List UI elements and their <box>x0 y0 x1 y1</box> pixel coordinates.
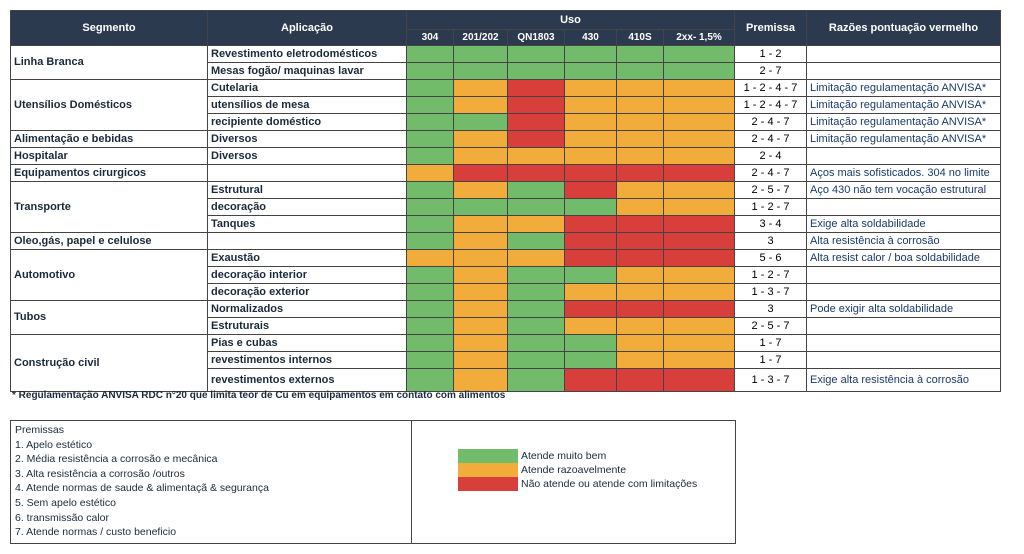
rating-cell <box>617 182 664 199</box>
rating-cell <box>664 233 735 250</box>
rating-cell <box>565 369 617 392</box>
legend-label-red: Não atende ou atende com limitações <box>521 478 698 490</box>
rating-cell <box>454 250 508 267</box>
rating-cell <box>565 284 617 301</box>
rating-cell <box>664 335 735 352</box>
premissa-cell: 2 - 4 - 7 <box>735 131 807 148</box>
razao-cell: Limitação regulamentação ANVISA* <box>807 97 1001 114</box>
table-row <box>11 301 1001 318</box>
rating-cell <box>454 114 508 131</box>
rating-cell <box>407 182 454 199</box>
rating-cell <box>407 165 454 182</box>
razao-cell: Aço 430 não tem vocação estrutural <box>807 182 1001 199</box>
header-grade-430: 430 <box>565 30 617 46</box>
application-cell: recipiente doméstico <box>208 114 407 131</box>
footnote: * Regulamentação ANVISA RDC n°20 que limita teor de Cu em equipamentos em contato com alimentos <box>12 390 506 401</box>
application-cell: Estruturais <box>208 318 407 335</box>
premissa-cell: 2 - 4 - 7 <box>735 165 807 182</box>
table-body <box>11 46 1001 392</box>
rating-cell <box>565 165 617 182</box>
razao-cell <box>807 63 1001 80</box>
rating-cell <box>508 148 565 165</box>
premissa-cell: 5 - 6 <box>735 250 807 267</box>
rating-cell <box>508 97 565 114</box>
premissa-item: 1. Apelo estético <box>15 438 93 451</box>
premissa-cell: 1 - 2 - 4 - 7 <box>735 97 807 114</box>
rating-cell <box>664 301 735 318</box>
rating-cell <box>454 335 508 352</box>
razao-cell: Limitação regulamentação ANVISA* <box>807 114 1001 131</box>
rating-cell <box>664 148 735 165</box>
premissa-cell: 3 <box>735 233 807 250</box>
rating-cell <box>407 267 454 284</box>
razao-cell: Limitação regulamentação ANVISA* <box>807 131 1001 148</box>
rating-cell <box>565 250 617 267</box>
rating-cell <box>407 284 454 301</box>
rating-cell <box>617 46 664 63</box>
premissa-item: 3. Alta resistência a corrosão /outros <box>15 467 185 480</box>
rating-cell <box>617 63 664 80</box>
rating-cell <box>565 46 617 63</box>
rating-cell <box>664 250 735 267</box>
rating-cell <box>454 267 508 284</box>
rating-cell <box>508 199 565 216</box>
rating-cell <box>508 165 565 182</box>
rating-cell <box>454 352 508 369</box>
table-row <box>11 182 1001 199</box>
segment-cell: Linha Branca <box>11 46 208 80</box>
premissas-title: Premissas <box>15 424 65 436</box>
rating-cell <box>454 216 508 233</box>
legend-panel <box>10 420 736 544</box>
rating-cell <box>664 216 735 233</box>
rating-cell <box>617 165 664 182</box>
premissa-cell: 1 - 7 <box>735 335 807 352</box>
rating-cell <box>454 199 508 216</box>
header-grade-2xx: 2xx- 1,5% <box>664 30 735 46</box>
rating-cell <box>407 216 454 233</box>
rating-cell <box>508 114 565 131</box>
rating-cell <box>565 182 617 199</box>
razao-cell <box>807 352 1001 369</box>
application-cell: Pias e cubas <box>208 335 407 352</box>
segment-cell: Transporte <box>11 182 208 233</box>
rating-cell <box>508 63 565 80</box>
rating-cell <box>617 318 664 335</box>
application-cell: utensílios de mesa <box>208 97 407 114</box>
premissa-cell: 2 - 5 - 7 <box>735 318 807 335</box>
table-row <box>11 131 1001 148</box>
rating-cell <box>407 148 454 165</box>
rating-cell <box>664 182 735 199</box>
rating-cell <box>664 284 735 301</box>
segment-cell: Equipamentos cirurgicos <box>11 165 208 182</box>
header-segmento: Segmento <box>11 11 208 46</box>
rating-cell <box>617 284 664 301</box>
premissa-cell: 3 <box>735 301 807 318</box>
rating-cell <box>454 233 508 250</box>
razao-cell <box>807 318 1001 335</box>
rating-cell <box>508 335 565 352</box>
rating-cell <box>565 352 617 369</box>
rating-cell <box>565 80 617 97</box>
application-cell: revestimentos externos <box>208 369 407 392</box>
premissa-item: 2. Média resistência a corrosão e mecânica <box>15 453 218 466</box>
segment-cell: Utensílios Domésticos <box>11 80 208 131</box>
rating-cell <box>454 148 508 165</box>
rating-cell <box>454 80 508 97</box>
premissa-item: 6. transmissão calor <box>15 511 109 524</box>
razao-cell: Exige alta soldabilidade <box>807 216 1001 233</box>
rating-cell <box>454 284 508 301</box>
razao-cell <box>807 46 1001 63</box>
rating-cell <box>508 301 565 318</box>
rating-cell <box>565 131 617 148</box>
rating-cell <box>565 318 617 335</box>
rating-cell <box>565 63 617 80</box>
razao-cell <box>807 335 1001 352</box>
rating-cell <box>617 335 664 352</box>
header-grade-qn1803: QN1803 <box>508 30 565 46</box>
rating-cell <box>617 114 664 131</box>
rating-cell <box>407 114 454 131</box>
premissa-cell: 3 - 4 <box>735 216 807 233</box>
rating-cell <box>617 148 664 165</box>
razao-cell <box>807 284 1001 301</box>
stainless-usage-table <box>10 10 1001 392</box>
rating-cell <box>565 216 617 233</box>
rating-cell <box>664 199 735 216</box>
application-cell: Diversos <box>208 148 407 165</box>
premissa-cell: 1 - 3 - 7 <box>735 369 807 392</box>
application-cell: Diversos <box>208 131 407 148</box>
rating-cell <box>664 114 735 131</box>
rating-cell <box>617 199 664 216</box>
rating-cell <box>407 352 454 369</box>
premissa-item: 7. Atende normas / custo beneficio <box>15 526 177 539</box>
rating-cell <box>407 369 454 392</box>
rating-cell <box>407 199 454 216</box>
legend-label-green: Atende muito bem <box>521 450 607 462</box>
table-row <box>11 165 1001 182</box>
application-cell: Estrutural <box>208 182 407 199</box>
razao-cell: Exige alta resistência à corrosão <box>807 369 1001 392</box>
header-grade-304: 304 <box>407 30 454 46</box>
rating-cell <box>664 369 735 392</box>
legend-swatch-orange <box>458 463 518 477</box>
header-grade-201-202: 201/202 <box>454 30 508 46</box>
application-cell: Cutelaria <box>208 80 407 97</box>
premissa-item: 4. Atende normas de saude & alimentaçã & segurança <box>15 482 269 495</box>
table-row <box>11 80 1001 97</box>
table-row <box>11 250 1001 267</box>
segment-cell: Alimentação e bebidas <box>11 131 208 148</box>
application-cell <box>208 165 407 182</box>
rating-cell <box>508 352 565 369</box>
rating-cell <box>565 148 617 165</box>
rating-cell <box>565 267 617 284</box>
rating-cell <box>508 369 565 392</box>
table-row <box>11 46 1001 63</box>
segment-cell: Oleo,gás, papel e celulose <box>11 233 208 250</box>
header-aplicacao: Aplicação <box>208 11 407 46</box>
rating-cell <box>508 216 565 233</box>
razao-cell: Aços mais sofisticados. 304 no limite <box>807 165 1001 182</box>
application-cell <box>208 233 407 250</box>
premissa-cell: 2 - 7 <box>735 63 807 80</box>
rating-cell <box>617 97 664 114</box>
premissa-cell: 1 - 7 <box>735 352 807 369</box>
premissa-cell: 2 - 5 - 7 <box>735 182 807 199</box>
razao-cell: Alta resist calor / boa soldabilidade <box>807 250 1001 267</box>
table-row <box>11 148 1001 165</box>
premissa-item: 5. Sem apelo estético <box>15 496 116 509</box>
rating-cell <box>664 46 735 63</box>
rating-cell <box>407 250 454 267</box>
rating-cell <box>407 335 454 352</box>
premissa-cell: 2 - 4 - 7 <box>735 114 807 131</box>
application-cell: Normalizados <box>208 301 407 318</box>
premissa-cell: 1 - 2 - 4 - 7 <box>735 80 807 97</box>
razao-cell <box>807 199 1001 216</box>
rating-cell <box>508 284 565 301</box>
rating-cell <box>508 250 565 267</box>
application-cell: Tanques <box>208 216 407 233</box>
rating-cell <box>565 335 617 352</box>
rating-cell <box>617 267 664 284</box>
razao-cell: Limitação regulamentação ANVISA* <box>807 80 1001 97</box>
rating-cell <box>454 369 508 392</box>
application-cell: Revestimento eletrodomésticos <box>208 46 407 63</box>
segment-cell: Tubos <box>11 301 208 335</box>
rating-cell <box>508 233 565 250</box>
rating-cell <box>664 80 735 97</box>
application-cell: Mesas fogão/ maquinas lavar <box>208 63 407 80</box>
rating-cell <box>454 46 508 63</box>
premissas-box <box>11 421 412 543</box>
legend-row-green <box>458 449 735 463</box>
rating-cell <box>664 267 735 284</box>
razao-cell <box>807 148 1001 165</box>
rating-cell <box>407 301 454 318</box>
header-uso: Uso <box>407 11 735 30</box>
table-row <box>11 335 1001 352</box>
premissa-cell: 1 - 2 - 7 <box>735 199 807 216</box>
rating-cell <box>454 301 508 318</box>
premissa-cell: 1 - 2 - 7 <box>735 267 807 284</box>
header-razoes: Razões pontuação vermelho <box>807 11 1001 46</box>
application-cell: decoração interior <box>208 267 407 284</box>
rating-cell <box>664 97 735 114</box>
rating-cell <box>617 131 664 148</box>
rating-cell <box>407 318 454 335</box>
rating-cell <box>617 233 664 250</box>
segment-cell: Construção civil <box>11 335 208 392</box>
rating-cell <box>565 301 617 318</box>
legend-label-orange: Atende razoavelmente <box>521 464 627 476</box>
rating-cell <box>617 352 664 369</box>
razao-cell: Pode exigir alta soldabilidade <box>807 301 1001 318</box>
rating-cell <box>508 131 565 148</box>
rating-cell <box>508 80 565 97</box>
rating-cell <box>407 80 454 97</box>
application-cell: decoração <box>208 199 407 216</box>
rating-cell <box>508 318 565 335</box>
rating-cell <box>454 63 508 80</box>
legend-swatch-red <box>458 477 518 491</box>
rating-cell <box>617 369 664 392</box>
color-key-box <box>412 421 735 543</box>
rating-cell <box>407 97 454 114</box>
rating-cell <box>407 63 454 80</box>
segment-cell: Automotivo <box>11 250 208 301</box>
premissa-cell: 1 - 3 - 7 <box>735 284 807 301</box>
legend-row-red <box>458 477 735 491</box>
rating-cell <box>565 97 617 114</box>
rating-cell <box>454 165 508 182</box>
table-row <box>11 233 1001 250</box>
legend-row-orange <box>458 463 735 477</box>
rating-cell <box>407 131 454 148</box>
rating-cell <box>454 131 508 148</box>
rating-cell <box>565 199 617 216</box>
razao-cell <box>807 267 1001 284</box>
rating-cell <box>454 182 508 199</box>
rating-cell <box>454 97 508 114</box>
rating-cell <box>508 267 565 284</box>
header-premissa: Premissa <box>735 11 807 46</box>
rating-cell <box>565 233 617 250</box>
premissa-cell: 2 - 4 <box>735 148 807 165</box>
rating-cell <box>664 131 735 148</box>
rating-cell <box>617 216 664 233</box>
rating-cell <box>407 233 454 250</box>
rating-cell <box>617 301 664 318</box>
premissa-cell: 1 - 2 <box>735 46 807 63</box>
rating-cell <box>454 318 508 335</box>
rating-cell <box>664 352 735 369</box>
application-cell: revestimentos internos <box>208 352 407 369</box>
rating-cell <box>617 250 664 267</box>
razao-cell: Alta resistência à corrosão <box>807 233 1001 250</box>
header-grade-410s: 410S <box>617 30 664 46</box>
rating-cell <box>664 165 735 182</box>
rating-cell <box>565 114 617 131</box>
application-cell: Exaustão <box>208 250 407 267</box>
segment-cell: Hospitalar <box>11 148 208 165</box>
rating-cell <box>664 318 735 335</box>
legend-swatch-green <box>458 449 518 463</box>
rating-cell <box>508 182 565 199</box>
rating-cell <box>664 63 735 80</box>
rating-cell <box>407 46 454 63</box>
rating-cell <box>508 46 565 63</box>
rating-cell <box>617 80 664 97</box>
application-cell: decoração exterior <box>208 284 407 301</box>
